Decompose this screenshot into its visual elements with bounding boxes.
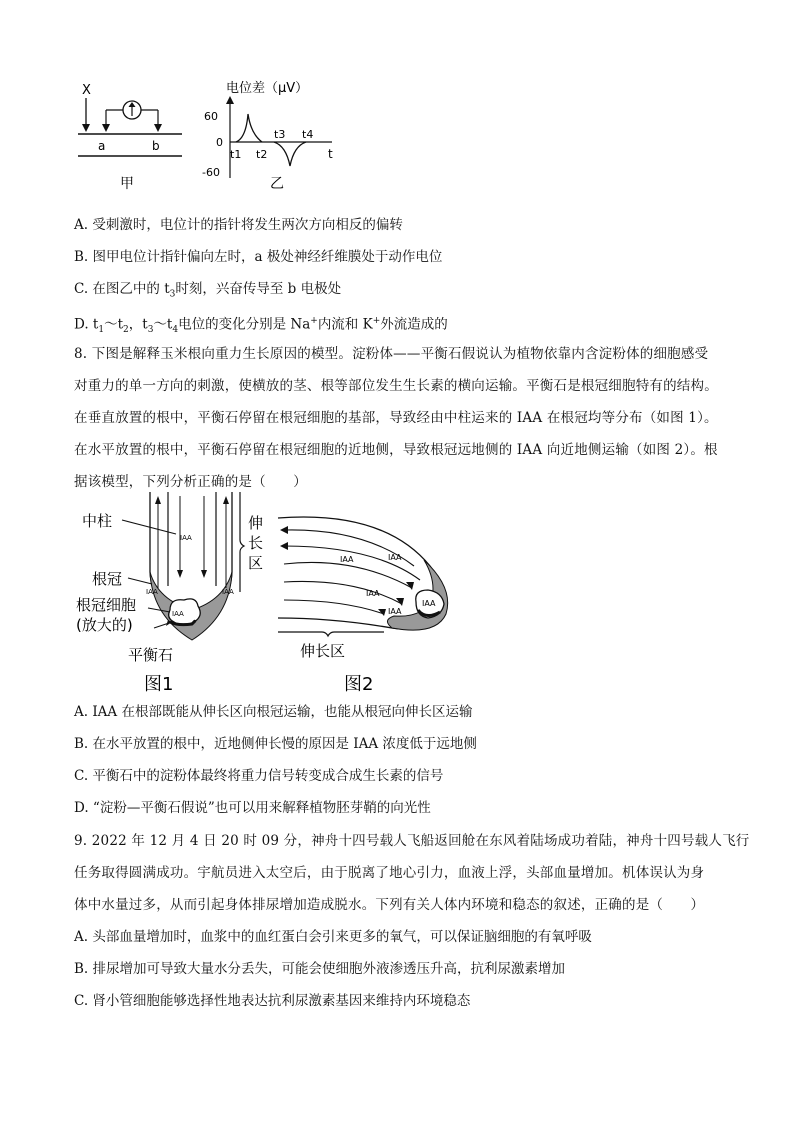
- fig-yi-caption: 乙: [270, 176, 284, 192]
- fig2-shenchangqu: 伸长区: [300, 642, 346, 660]
- figure-2-horizontal-root: [274, 506, 474, 702]
- fig-jia-label-a: a: [98, 139, 106, 153]
- fig1-enlarged: (放大的): [76, 616, 133, 634]
- q9-option-a: A. 头部血量增加时，血浆中的血红蛋白会引来更多的氧气，可以保证脑细胞的有氧呼吸: [74, 929, 592, 945]
- figure-1-vertical-root: [72, 492, 282, 702]
- q8-option-d: D. “淀粉—平衡石假说”也可以用来解释植物胚芽鞘的向光性: [74, 800, 431, 816]
- q9-stem-line2: 任务取得圆满成功。宇航员进入太空后，由于脱离了地心引力，血液上浮，头部血量增加。机体误认为身: [74, 865, 705, 881]
- fig2-iaa-2: IAA: [388, 553, 402, 562]
- q8-stem-line3: 在垂直放置的根中，平衡石停留在根冠细胞的基部，导致经由中柱运来的 IAA 在根冠均等分布（如图 1）。: [74, 410, 718, 426]
- q8-stem-line4: 在水平放置的根中，平衡石停留在根冠细胞的近地侧，导致根冠远地侧的 IAA 向近地侧运输（如图 2）。根: [74, 442, 718, 458]
- label-t: t: [328, 147, 333, 161]
- fig1-genguan-cell: 根冠细胞: [76, 596, 137, 614]
- fig2-caption: 图2: [344, 674, 374, 695]
- q8-stem-line5: 据该模型，下列分析正确的是（ ）: [74, 474, 307, 490]
- positive-wave: [236, 114, 262, 142]
- q9-option-c: C. 肾小管细胞能够选择性地表达抗利尿激素基因来维持内环境稳态: [74, 993, 471, 1009]
- fig1-caption: 图1: [144, 674, 174, 695]
- fig-jia-label-b: b: [152, 139, 160, 153]
- q9-stem-line1: 9. 2022 年 12 月 4 日 20 时 09 分，神舟十四号载人飞船返回舱在东风着陆场成功着陆，神舟十四号载人飞行: [74, 833, 750, 849]
- q9-stem-line3: 体中水量过多，从而引起身体排尿增加造成脱水。下列有关人体内环境和稳态的叙述，正确的是（ ）: [74, 897, 705, 913]
- q8-stem-line2: 对重力的单一方向的刺激，使横放的茎、根等部位发生生长素的横向运输。平衡石是根冠细胞特有的结构。: [74, 378, 718, 394]
- fig1-genguan: 根冠: [92, 570, 123, 588]
- q8-option-b: B. 在水平放置的根中，近地侧伸长慢的原因是 IAA 浓度低于远地侧: [74, 736, 477, 752]
- fig1-shen: 伸: [248, 514, 264, 532]
- fig-yi-ylabel: 电位差（μV）: [226, 81, 309, 96]
- q8-option-a: A. IAA 在根部既能从伸长区向根冠运输，也能从根冠向伸长区运输: [74, 704, 473, 720]
- q7-option-b: B. 图甲电位计指针偏向左时，a 极处神经纤维膜处于动作电位: [74, 249, 443, 265]
- fig1-zhongzhu: 中柱: [82, 512, 113, 530]
- fig-jia-caption: 甲: [120, 176, 134, 192]
- q9-option-b: B. 排尿增加可导致大量水分丢失，可能会使细胞外液渗透压升高，抗利尿激素增加: [74, 961, 566, 977]
- fig1-iaa-right: IAA: [222, 588, 234, 596]
- fig1-qu: 区: [248, 554, 264, 572]
- negative-wave: [274, 142, 306, 166]
- fig1-iaa-center: IAA: [180, 534, 192, 542]
- q7-option-c: C. 在图乙中的 $t_3$时刻，兴奋传导至 b 电极处: [74, 281, 342, 300]
- fig2-iaa-4: IAA: [388, 607, 402, 616]
- fig2-iaa-3: IAA: [366, 589, 380, 598]
- fig-jia-label-x: X: [82, 83, 91, 98]
- fig1-chang: 长: [248, 534, 264, 552]
- tick-neg60: -60: [202, 166, 220, 179]
- label-t1: t1: [230, 148, 242, 161]
- q7-option-a: A. 受刺激时，电位计的指针将发生两次方向相反的偏转: [74, 217, 403, 233]
- q8-stem-line1: 8. 下图是解释玉米根向重力生长原因的模型。淀粉体——平衡石假说认为植物依靠内含淀粉体的细胞感受: [74, 346, 709, 362]
- fig1-iaa-cell: IAA: [172, 610, 184, 618]
- figure-jia: [70, 76, 190, 196]
- fig2-iaa-1: IAA: [340, 555, 354, 564]
- tick-60: 60: [204, 110, 218, 123]
- fig1-pinghengshi: 平衡石: [128, 646, 174, 664]
- q7-option-d: D. $t_1\sim t_2$，$t_3\sim t_4$电位的变化分别是 Na+内流和 K+外流造成的: [74, 316, 448, 336]
- label-t2: t2: [256, 148, 268, 161]
- fig2-iaa-cell: IAA: [422, 599, 436, 608]
- label-t3: t3: [274, 128, 286, 141]
- q8-option-c: C. 平衡石中的淀粉体最终将重力信号转变成合成生长素的信号: [74, 768, 444, 784]
- figure-yi: [200, 74, 350, 198]
- label-t4: t4: [302, 128, 314, 141]
- fig1-iaa-left: IAA: [146, 588, 158, 596]
- tick-0: 0: [216, 136, 223, 149]
